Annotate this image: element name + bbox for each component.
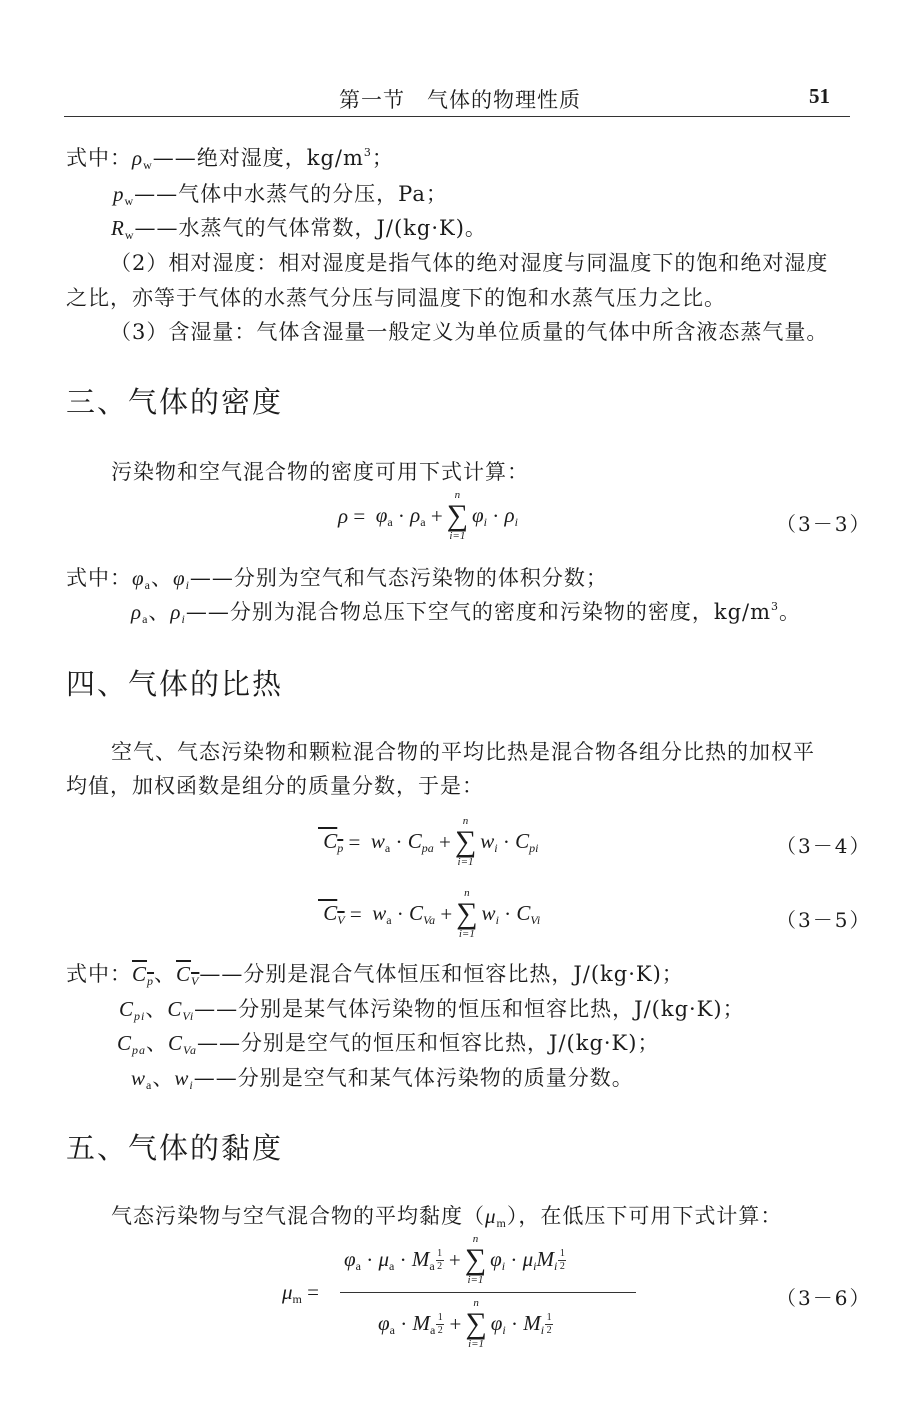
density-intro: 污染物和空气混合物的密度可用下式计算：: [111, 460, 529, 484]
equation-number-3-4: （3－4）: [776, 834, 872, 858]
def-mass-fractions: $w_a$、wi——分别是空气和某气体污染物的质量分数。: [131, 1066, 634, 1092]
section-heading-viscosity: 五、气体的黏度: [66, 1131, 284, 1165]
equation-3-6-denominator: $\varphi_a$ · $M_a$ 1 2 + n ∑ i=1 φi · Mi 1 2: [378, 1297, 552, 1350]
equation-3-3: ρ = $\varphi_a$ · $\rho_a$ + n ∑ i=1 φi · ρi: [338, 489, 518, 542]
paragraph-moisture-content: （3）含湿量：气体含湿量一般定义为单位质量的气体中所含液态蒸气量。: [110, 320, 829, 344]
def-absolute-humidity: 式中：$\rho_w——$绝对湿度，$kg/m^3$；: [66, 146, 394, 172]
def-vapor-gas-constant: $R_w——$水蒸气的气体常数，J/(kg·K)。: [111, 216, 487, 242]
def-air-specific-heats: Cpa、CVa——分别是空气的恒压和恒容比热，J/(kg·K)；: [117, 1031, 660, 1057]
specific-heat-intro-line1: 空气、气态污染物和颗粒混合物的平均比热是混合物各组分比热的加权平: [111, 740, 815, 764]
equation-3-6-numerator: $\varphi_a$ · $\mu_a$ · $M_a$ 1 2 + n ∑ i=1 φi · μiMi 1 2: [344, 1233, 565, 1286]
def-volume-fractions: 式中：$\varphi_a$、φi——分别为空气和气态污染物的体积分数；: [66, 566, 608, 592]
def-vapor-partial-pressure: $p_w——$气体中水蒸气的分压，Pa；: [113, 182, 448, 208]
equation-number-3-3: （3－3）: [776, 512, 872, 536]
section-heading-density: 三、气体的密度: [66, 385, 284, 419]
def-pollutant-specific-heats: Cpi、CVi——分别是某气体污染物的恒压和恒容比热，J/(kg·K)；: [119, 997, 745, 1023]
specific-heat-intro-line2: 均值，加权函数是组分的质量分数，于是：: [66, 774, 484, 798]
equation-3-5: CV = $w_a$ · CVa + n ∑ i=1 wi · CVi: [318, 887, 541, 940]
equation-3-6-fraction-bar: [340, 1292, 636, 1293]
equation-number-3-5: （3－5）: [776, 908, 872, 932]
paragraph-relative-humidity-line1: （2）相对湿度：相对湿度是指气体的绝对湿度与同温度下的饱和绝对湿度: [110, 251, 829, 275]
def-densities: $\rho_a$、ρi——分别为混合物总压下空气的密度和污染物的密度，$kg/m^3$。: [131, 600, 802, 626]
running-header-title: 第一节 气体的物理性质: [339, 88, 581, 112]
equation-number-3-6: （3－6）: [776, 1286, 872, 1310]
page-number: 51: [809, 84, 830, 108]
header-rule: [64, 116, 850, 117]
equation-3-6-lhs: $\mu_m$ =: [282, 1280, 319, 1306]
equation-3-4: Cp = $w_a$ · Cpa + n ∑ i=1 wi · Cpi: [318, 815, 539, 868]
paragraph-relative-humidity-line2: 之比，亦等于气体的水蒸气分压与同温度下的饱和水蒸气压力之比。: [66, 286, 726, 310]
viscosity-intro: 气态污染物与空气混合物的平均黏度$(\mu_m)$，在低压下可用下式计算：: [111, 1204, 783, 1230]
def-mixture-specific-heats: 式中：Cp、CV——分别是混合气体恒压和恒容比热，J/(kg·K)；: [66, 962, 684, 988]
section-heading-specific-heat: 四、气体的比热: [66, 667, 284, 701]
